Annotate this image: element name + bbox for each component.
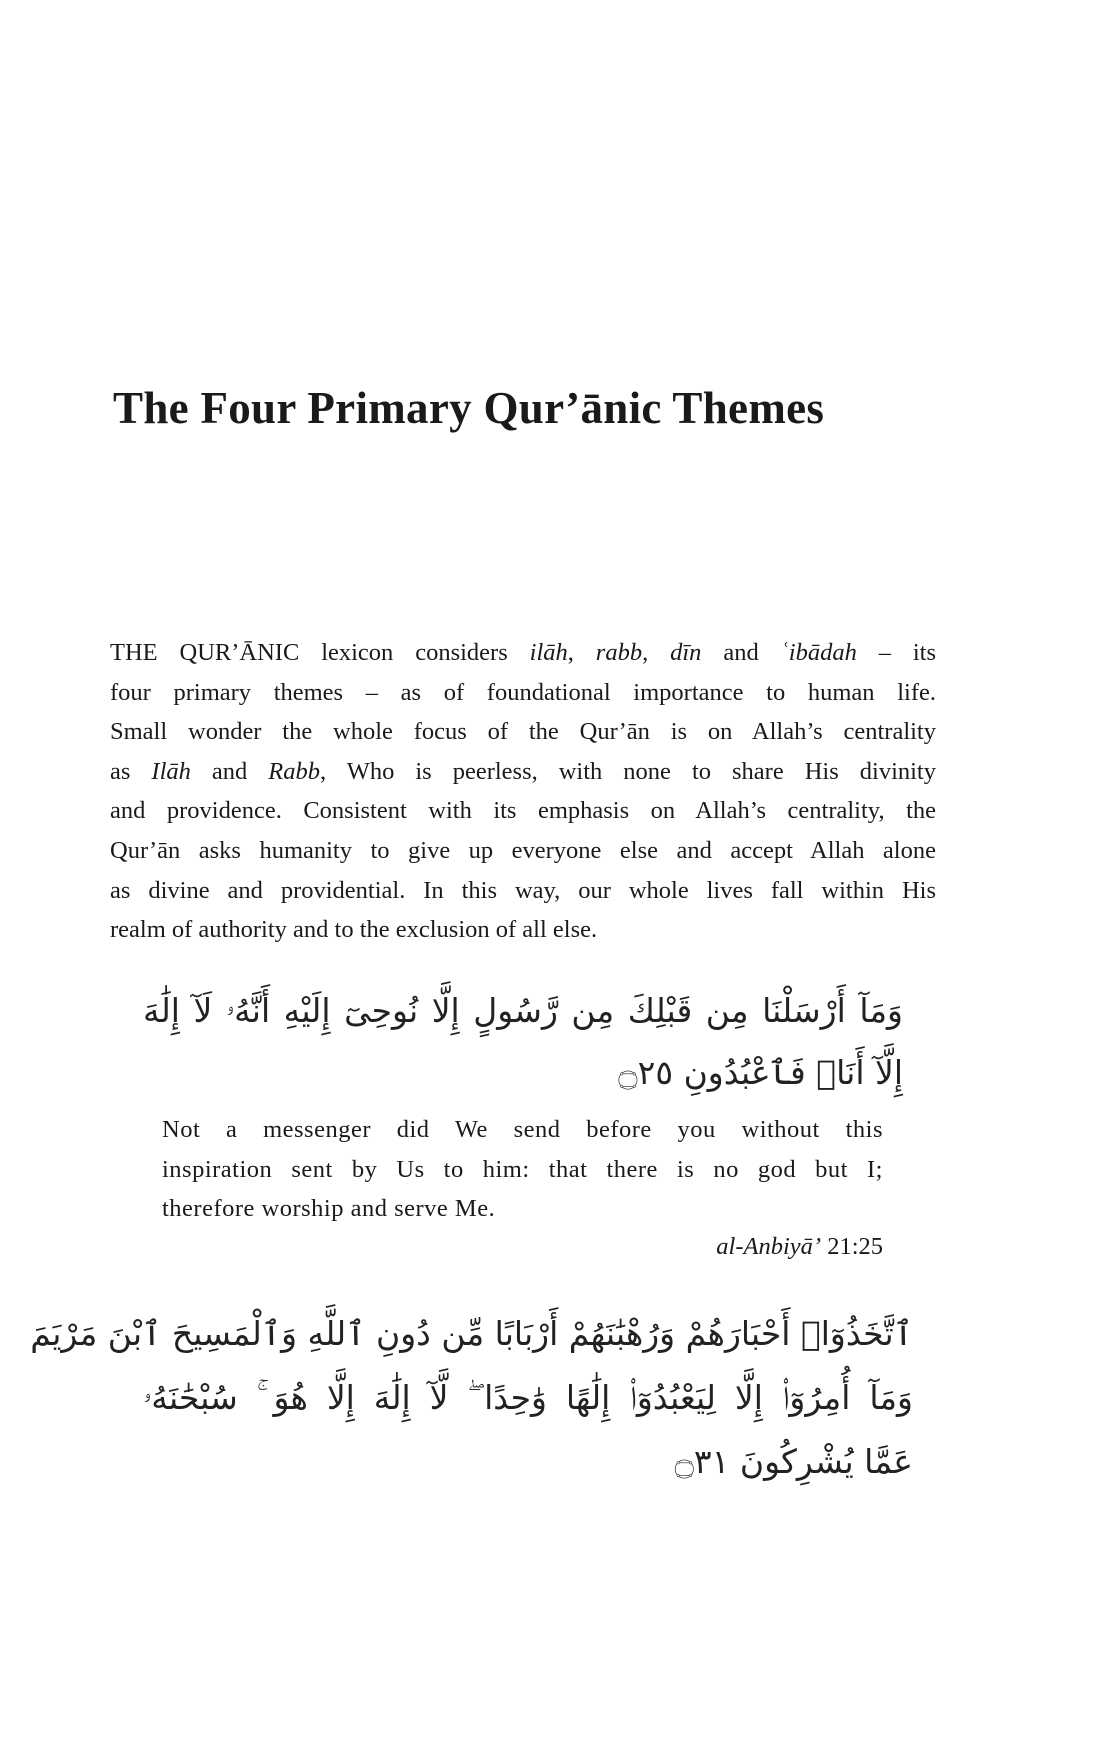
intro-paragraph: [110, 633, 936, 950]
paragraph-line: [110, 712, 936, 752]
verse2-arabic: [30, 1302, 913, 1494]
arabic-line: وَمَآ أَرْسَلْنَا مِن قَبْلِكَ مِن رَّسُولٍ إِلَّا نُوحِىٓ إِلَيْهِ أَنَّهُۥ لَآ إِلَٰهَ: [143, 991, 903, 1030]
arabic-line: عَمَّا يُشْرِكُونَ ۝٣١: [674, 1442, 913, 1481]
italic-term: ilāh: [529, 639, 568, 666]
text-run: Qur’ān asks humanity to give up everyone else and accept Allah alone: [110, 836, 936, 864]
translation-line: inspiration sent by Us to him: that there is no god but I;: [162, 1155, 883, 1183]
italic-term: rabb: [595, 639, 643, 666]
arabic-line: ٱتَّخَذُوٓا۟ أَحْبَارَهُمْ وَرُهْبَٰنَهُمْ أَرْبَابًا مِّن دُونِ ٱللَّهِ وَٱلْمَسِيحَ ٱبْنَ مَرْيَمَ: [30, 1314, 913, 1353]
citation-ref: 21:25: [827, 1233, 883, 1260]
arabic-line: إِلَّآ أَنَا۠ فَٱعْبُدُونِ ۝٢٥: [618, 1053, 903, 1092]
paragraph-line: [110, 910, 936, 950]
text-run: four primary themes – as of foundational importance to human life.: [110, 678, 936, 706]
paragraph-line: [110, 752, 936, 792]
verse1-translation: [162, 1110, 883, 1229]
paragraph-line: [110, 791, 936, 831]
arabic-line: وَمَآ أُمِرُوٓا۟ إِلَّا لِيَعْبُدُوٓا۟ إِلَٰهًا وَٰحِدًا ۖ لَّآ إِلَٰهَ إِلَّا هُوَ ۚ سُبْحَٰنَهُۥ: [143, 1378, 913, 1417]
translation-line: therefore worship and serve Me.: [162, 1195, 496, 1223]
italic-term: Ilāh: [151, 757, 191, 785]
text-run: ,: [567, 639, 596, 666]
chapter-title: The Four Primary Qur’ānic Themes: [113, 383, 825, 433]
text-run: as divine and providential. In this way, our whole lives fall within His: [110, 876, 936, 904]
paragraph-line: [110, 673, 936, 713]
paragraph-line: [110, 633, 936, 673]
text-run: realm of authority and to the exclusion of all else.: [110, 916, 598, 944]
verse1-citation: [716, 1233, 883, 1261]
text-run: and: [190, 757, 269, 785]
paragraph-line: [110, 871, 936, 911]
italic-term: dīn: [670, 639, 702, 666]
text-run: Small wonder the whole focus of the Qur’ān is on Allah’s centrality: [110, 718, 936, 746]
italic-term: ʿibādah: [780, 639, 857, 666]
translation-line: Not a messenger did We send before you without this: [162, 1116, 883, 1143]
text-run: and providence. Consistent with its emphasis on Allah’s centrality, the: [110, 797, 936, 825]
text-run: – its: [856, 639, 937, 666]
paragraph-line: [110, 831, 936, 871]
text-run: THE QUR’ĀNIC lexicon considers: [110, 639, 530, 666]
verse1-arabic: [143, 980, 903, 1104]
text-run: and: [701, 639, 781, 666]
text-run: , Who is peerless, with none to share His divinity: [320, 757, 936, 785]
citation-source: al-Anbiyā’: [716, 1233, 822, 1260]
text-run: ,: [642, 639, 671, 666]
text-run: as: [110, 757, 152, 785]
italic-term: Rabb: [268, 757, 321, 785]
